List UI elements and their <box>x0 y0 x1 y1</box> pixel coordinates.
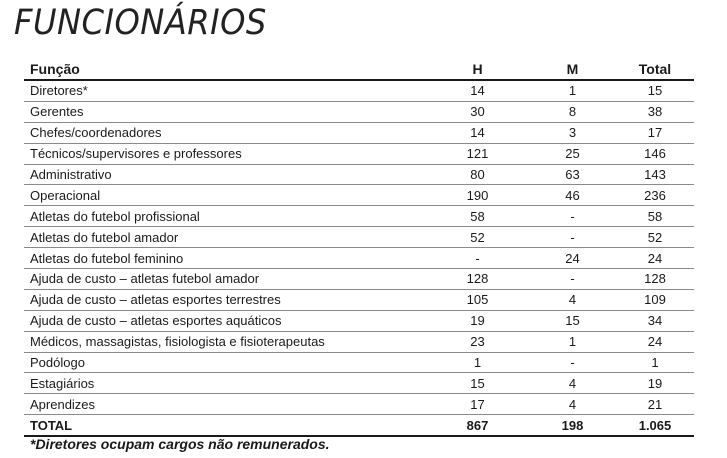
cell-role: Atletas do futebol amador <box>24 227 426 248</box>
cell-total: 58 <box>616 206 694 227</box>
cell-women: 4 <box>529 373 616 394</box>
table-row <box>24 101 694 122</box>
table-row <box>24 269 694 290</box>
table-row <box>24 227 694 248</box>
cell-total: 21 <box>616 394 694 415</box>
cell-men: 14 <box>426 80 529 101</box>
cell-men: 105 <box>426 289 529 310</box>
cell-women: - <box>529 227 616 248</box>
table-body <box>24 80 694 436</box>
table-row <box>24 248 694 269</box>
cell-men: 15 <box>426 373 529 394</box>
page-title: FUNCIONÁRIOS <box>14 3 267 43</box>
cell-role: Médicos, massagistas, fisiologista e fisioterapeutas <box>24 331 426 352</box>
cell-total: 109 <box>616 289 694 310</box>
cell-role: Gerentes <box>24 101 426 122</box>
header-men: H <box>426 56 529 80</box>
cell-women: - <box>529 269 616 290</box>
cell-role: Estagiários <box>24 373 426 394</box>
cell-women: 4 <box>529 394 616 415</box>
cell-role: Podólogo <box>24 352 426 373</box>
cell-women: - <box>529 206 616 227</box>
cell-men: 190 <box>426 185 529 206</box>
cell-men: 14 <box>426 122 529 143</box>
cell-women: 3 <box>529 122 616 143</box>
header-women: M <box>529 56 616 80</box>
cell-men: 80 <box>426 164 529 185</box>
cell-men: - <box>426 248 529 269</box>
cell-role: Chefes/coordenadores <box>24 122 426 143</box>
table-row <box>24 143 694 164</box>
cell-women: 1 <box>529 80 616 101</box>
header-total: Total <box>616 56 694 80</box>
table-header <box>24 56 694 80</box>
cell-men: 30 <box>426 101 529 122</box>
cell-women: 4 <box>529 289 616 310</box>
table-row <box>24 185 694 206</box>
cell-total: 38 <box>616 101 694 122</box>
table-row <box>24 373 694 394</box>
cell-role: Ajuda de custo – atletas esportes terrestres <box>24 289 426 310</box>
cell-men: 19 <box>426 310 529 331</box>
cell-total: 24 <box>616 248 694 269</box>
cell-women: 24 <box>529 248 616 269</box>
cell-role: Administrativo <box>24 164 426 185</box>
cell-women: - <box>529 352 616 373</box>
cell-total: 143 <box>616 164 694 185</box>
cell-role: Técnicos/supervisores e professores <box>24 143 426 164</box>
table-row <box>24 331 694 352</box>
cell-men: 17 <box>426 394 529 415</box>
cell-women: 1 <box>529 331 616 352</box>
cell-total: 15 <box>616 80 694 101</box>
table-row <box>24 310 694 331</box>
cell-men: 128 <box>426 269 529 290</box>
cell-role: Ajuda de custo – atletas futebol amador <box>24 269 426 290</box>
table-row <box>24 164 694 185</box>
cell-total: 52 <box>616 227 694 248</box>
total-men: 867 <box>426 415 529 436</box>
cell-total: 146 <box>616 143 694 164</box>
table-row <box>24 80 694 101</box>
table-row <box>24 352 694 373</box>
total-label: TOTAL <box>24 415 426 436</box>
cell-role: Aprendizes <box>24 394 426 415</box>
cell-men: 52 <box>426 227 529 248</box>
table-row <box>24 289 694 310</box>
cell-role: Operacional <box>24 185 426 206</box>
cell-men: 23 <box>426 331 529 352</box>
cell-women: 15 <box>529 310 616 331</box>
total-row <box>24 415 694 436</box>
cell-total: 236 <box>616 185 694 206</box>
cell-role: Diretores* <box>24 80 426 101</box>
cell-men: 121 <box>426 143 529 164</box>
cell-total: 19 <box>616 373 694 394</box>
cell-women: 46 <box>529 185 616 206</box>
employees-table <box>24 56 694 437</box>
total-all: 1.065 <box>616 415 694 436</box>
cell-women: 63 <box>529 164 616 185</box>
table-row <box>24 206 694 227</box>
cell-women: 8 <box>529 101 616 122</box>
table-row <box>24 122 694 143</box>
cell-total: 17 <box>616 122 694 143</box>
cell-role: Atletas do futebol feminino <box>24 248 426 269</box>
table-row <box>24 394 694 415</box>
header-row <box>24 56 694 80</box>
cell-role: Ajuda de custo – atletas esportes aquáticos <box>24 310 426 331</box>
footnote: *Diretores ocupam cargos não remunerados. <box>30 436 330 452</box>
header-role: Função <box>24 56 426 80</box>
cell-total: 1 <box>616 352 694 373</box>
cell-role: Atletas do futebol profissional <box>24 206 426 227</box>
cell-total: 34 <box>616 310 694 331</box>
cell-women: 25 <box>529 143 616 164</box>
cell-men: 1 <box>426 352 529 373</box>
cell-total: 24 <box>616 331 694 352</box>
total-women: 198 <box>529 415 616 436</box>
cell-total: 128 <box>616 269 694 290</box>
cell-men: 58 <box>426 206 529 227</box>
